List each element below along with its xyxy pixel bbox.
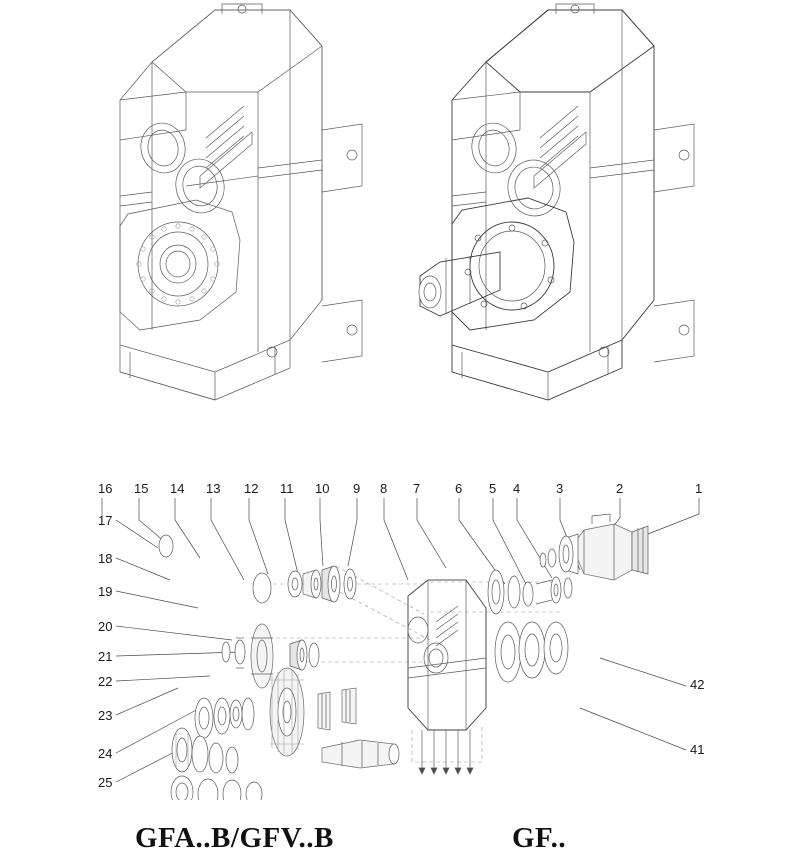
- callout-25: 25: [98, 775, 113, 790]
- top-figures-area: [0, 0, 800, 410]
- callout-9: 9: [353, 481, 361, 496]
- callout-19: 19: [98, 584, 113, 599]
- parts-right-group: [488, 514, 648, 682]
- exploded-view-area: [0, 462, 800, 800]
- gear-unit-outline-left: [120, 4, 362, 400]
- callout-20: 20: [98, 619, 113, 634]
- parts-bottom-row: [171, 776, 262, 800]
- callout-24: 24: [98, 746, 113, 761]
- gear-unit-outline-right: [419, 4, 694, 400]
- exploded-view-svg: [0, 462, 800, 800]
- callout-22: 22: [98, 674, 113, 689]
- caption-right: GF..: [512, 822, 567, 854]
- callout-3: 3: [556, 481, 564, 496]
- callout-14: 14: [170, 481, 185, 496]
- callout-11: 11: [280, 481, 294, 496]
- callout-21: 21: [98, 649, 113, 664]
- caption-left: GFA..B/GFV..B: [135, 822, 334, 854]
- callout-13: 13: [206, 481, 221, 496]
- callout-1: 1: [695, 481, 703, 496]
- callout-23: 23: [98, 708, 113, 723]
- callout-15: 15: [134, 481, 149, 496]
- callout-42: 42: [690, 677, 705, 692]
- right-leader-lines: [580, 658, 686, 750]
- callout-7: 7: [413, 481, 421, 496]
- callout-5: 5: [489, 481, 497, 496]
- callout-10: 10: [315, 481, 330, 496]
- callout-12: 12: [244, 481, 259, 496]
- top-figures-svg: [0, 0, 800, 410]
- callout-2: 2: [616, 481, 624, 496]
- housing-body-exploded: [408, 580, 486, 774]
- callout-8: 8: [380, 481, 388, 496]
- callout-6: 6: [455, 481, 463, 496]
- callout-41: 41: [690, 742, 705, 757]
- callout-17: 17: [98, 513, 113, 528]
- callout-16: 16: [98, 481, 113, 496]
- callout-4: 4: [513, 481, 521, 496]
- parts-gears-left: [172, 624, 399, 773]
- callout-18: 18: [98, 551, 113, 566]
